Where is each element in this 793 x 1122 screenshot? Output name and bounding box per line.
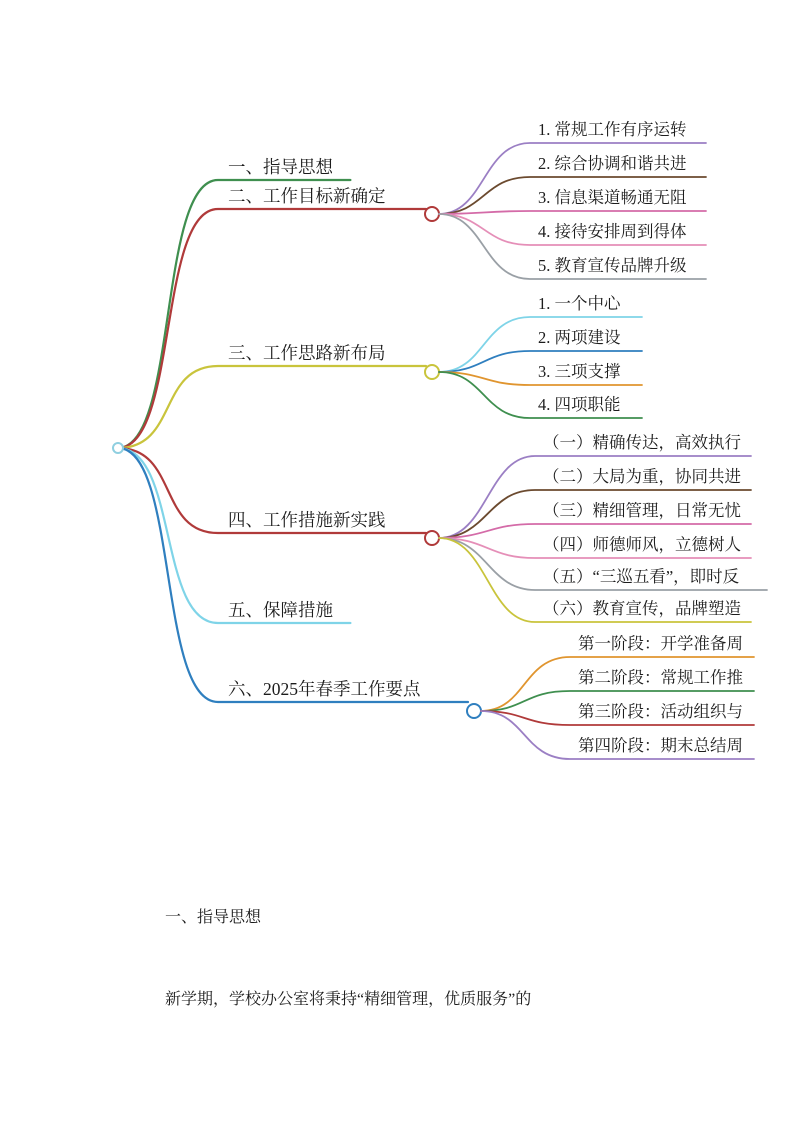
branch-node-dot[interactable] [425,365,439,379]
branch-node-dot[interactable] [467,704,481,718]
child-label-3-3[interactable]: 3. 三项支撑 [538,362,621,381]
child-label-3-1[interactable]: 1. 一个中心 [538,294,621,313]
connector-line [118,180,350,448]
connector-line [439,211,706,214]
branch-node-dot[interactable] [425,531,439,545]
connector-line [118,366,426,448]
connector-line [118,448,350,623]
child-label-6-4[interactable]: 第四阶段：期末总结周 [578,736,743,755]
document-heading: 一、指导思想 [165,909,262,926]
document-paragraph: 新学期，学校办公室将秉持“精细管理，优质服务”的 [165,991,532,1008]
branch-node-dot[interactable] [113,443,123,453]
branch-label-3[interactable]: 三、工作思路新布局 [228,343,386,363]
branch-node-dot[interactable] [425,207,439,221]
child-label-2-4[interactable]: 4. 接待安排周到得体 [538,222,687,241]
child-label-6-2[interactable]: 第二阶段：常规工作推 [578,668,743,687]
child-label-4-1[interactable]: （一）精确传达，高效执行 [543,433,741,452]
child-label-2-2[interactable]: 2. 综合协调和谐共进 [538,154,687,173]
branch-label-6[interactable]: 六、2025年春季工作要点 [228,679,421,699]
child-label-4-3[interactable]: （三）精细管理，日常无忧 [543,501,741,520]
child-label-4-5[interactable]: （五）“三巡五看”，即时反 [543,567,740,586]
child-label-3-4[interactable]: 4. 四项职能 [538,395,621,414]
child-label-6-1[interactable]: 第一阶段：开学准备周 [578,634,743,653]
branch-label-4[interactable]: 四、工作措施新实践 [228,510,386,530]
child-label-2-1[interactable]: 1. 常规工作有序运转 [538,120,687,139]
branch-label-5[interactable]: 五、保障措施 [228,600,333,620]
branch-label-2[interactable]: 二、工作目标新确定 [228,186,386,206]
child-label-4-4[interactable]: （四）师德师风，立德树人 [543,535,741,554]
child-label-2-5[interactable]: 5. 教育宣传品牌升级 [538,256,687,275]
child-label-4-2[interactable]: （二）大局为重，协同共进 [543,467,741,486]
child-label-6-3[interactable]: 第三阶段：活动组织与 [578,702,743,721]
child-label-4-6[interactable]: （六）教育宣传，品牌塑造 [543,599,741,618]
branch-label-1[interactable]: 一、指导思想 [228,157,333,177]
connector-line [118,448,468,702]
child-label-3-2[interactable]: 2. 两项建设 [538,328,621,347]
child-label-2-3[interactable]: 3. 信息渠道畅通无阻 [538,188,687,207]
